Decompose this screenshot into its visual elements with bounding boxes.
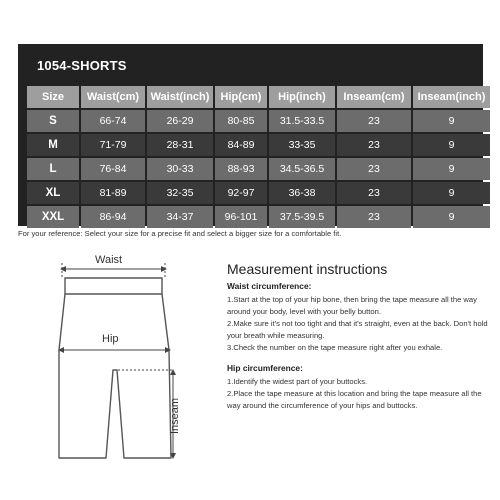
shorts-illustration [40,250,210,480]
hip-cm-cell: 84-89 [215,134,267,156]
table-row [27,182,490,204]
size-chart-panel [18,44,486,226]
size-chart-title: 1054-SHORTS [37,58,127,73]
hip-inch-cell: 37.5-39.5 [269,206,335,228]
waist-cm-cell: 86-94 [81,206,145,228]
inseam-cm-cell: 23 [337,158,411,180]
hip-cm-cell: 80-85 [215,110,267,132]
inseam-measure-line [118,370,173,456]
inseam-cm-cell: 23 [337,134,411,156]
instructions-heading: Measurement instructions [227,261,388,277]
hip-inch-cell: 36-38 [269,182,335,204]
table-row [27,134,490,156]
table-row [27,206,490,228]
hip-label: Hip [102,333,119,345]
table-row [27,158,490,180]
shorts-measurement-diagram [40,250,210,480]
hip-inch-cell: 31.5-33.5 [269,110,335,132]
hip-cm-cell: 88-93 [215,158,267,180]
waist-cm-cell: 66-74 [81,110,145,132]
inseam-cm-cell: 23 [337,182,411,204]
column-header: Inseam(cm) [337,86,411,108]
column-header: Waist(cm) [81,86,145,108]
size-cell: XXL [27,206,79,228]
column-header: Size [27,86,79,108]
size-cell: L [27,158,79,180]
inseam-cm-cell: 23 [337,110,411,132]
waist-inch-cell: 32-35 [147,182,213,204]
waist-step: 2.Make sure it's not too tight and that it's straight, even at the back. Don't hold your breath while measuring. [227,319,488,340]
hip-instructions-title: Hip circumference: [227,363,303,373]
inseam-inch-cell: 9 [413,206,490,228]
waist-inch-cell: 26-29 [147,110,213,132]
inseam-inch-cell: 9 [413,134,490,156]
waist-inch-cell: 34-37 [147,206,213,228]
inseam-inch-cell: 9 [413,110,490,132]
waist-inch-cell: 30-33 [147,158,213,180]
waist-step: 1.Start at the top of your hip bone, then bring the tape measure all the way around your body, level with your belly button. [227,295,477,316]
hip-cm-cell: 92-97 [215,182,267,204]
column-header: Hip(cm) [215,86,267,108]
inseam-cm-cell: 23 [337,206,411,228]
size-cell: M [27,134,79,156]
column-header: Waist(inch) [147,86,213,108]
waist-inch-cell: 28-31 [147,134,213,156]
shorts-outline [59,278,171,458]
inseam-inch-cell: 9 [413,158,490,180]
hip-inch-cell: 33-35 [269,134,335,156]
measurement-instructions [227,261,492,412]
waist-cm-cell: 81-89 [81,182,145,204]
section-spacer [227,354,492,363]
hip-step: 1.Identify the widest part of your buttocks. [227,377,368,386]
waist-cm-cell: 71-79 [81,134,145,156]
size-table [25,84,492,230]
hip-inch-cell: 34.5-36.5 [269,158,335,180]
size-cell: S [27,110,79,132]
waist-label: Waist [95,254,123,266]
hip-cm-cell: 96-101 [215,206,267,228]
waist-instructions-title: Waist circumference: [227,281,312,291]
table-header-row [27,86,490,108]
column-header: Inseam(inch) [413,86,490,108]
reference-note: For your reference: Select your size for a precise fit and select a bigger size for a comfortable fit. [18,229,342,238]
inseam-label: Inseam [169,397,182,435]
table-row [27,110,490,132]
hip-step: 2.Place the tape measure at this location and bring the tape measure all the way around the circumference of your hips and buttocks. [227,389,482,410]
size-cell: XL [27,182,79,204]
inseam-inch-cell: 9 [413,182,490,204]
waist-cm-cell: 76-84 [81,158,145,180]
column-header: Hip(inch) [269,86,335,108]
waist-step: 3.Check the number on the tape measure right after you exhale. [227,343,443,352]
